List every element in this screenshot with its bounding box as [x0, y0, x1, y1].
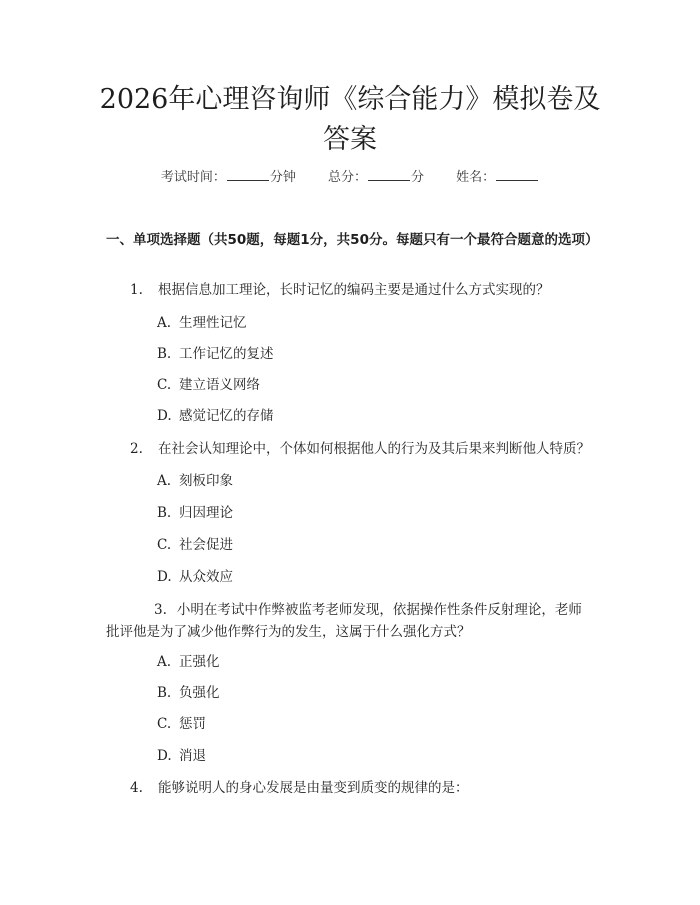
option-letter: A.	[157, 315, 172, 331]
question-3	[106, 599, 594, 643]
question-number: 1.	[130, 282, 143, 298]
option-text: 惩罚	[179, 716, 206, 732]
option-letter: B.	[157, 685, 172, 701]
exam-time-label: 考试时间：	[160, 170, 226, 185]
option-letter: D.	[157, 408, 172, 424]
option-text: 正强化	[179, 654, 220, 670]
question-2-option-b	[157, 502, 233, 524]
page-title: 2026年心理咨询师《综合能力》模拟卷及答案	[99, 84, 601, 155]
option-letter: B.	[157, 346, 172, 362]
question-4	[106, 777, 594, 799]
total-score-blank	[368, 168, 410, 181]
option-text: 刻板印象	[179, 473, 233, 489]
option-text: 消退	[179, 748, 206, 764]
exam-time	[161, 168, 296, 188]
question-1-option-d	[157, 405, 274, 427]
option-letter: C.	[157, 537, 172, 553]
question-3-option-d	[157, 745, 206, 767]
question-1-option-b	[157, 343, 274, 365]
exam-time-unit: 分钟	[269, 170, 296, 185]
option-text: 社会促进	[179, 537, 233, 553]
option-text: 从众效应	[179, 569, 233, 585]
question-2-option-d	[157, 566, 233, 588]
question-1-option-a	[157, 312, 247, 334]
question-3-option-a	[157, 651, 220, 673]
question-3-option-c	[157, 713, 206, 735]
question-1	[106, 279, 594, 301]
option-letter: A.	[157, 473, 172, 489]
question-2	[106, 438, 594, 460]
question-1-option-c	[157, 374, 260, 396]
option-letter: C.	[157, 716, 172, 732]
option-text: 生理性记忆	[179, 315, 247, 331]
question-number: 2.	[130, 441, 143, 457]
option-letter: D.	[157, 569, 172, 585]
total-score	[328, 168, 424, 188]
section-heading: 一、单项选择题（共50题，每题1分，共50分。每题只有一个最符合题意的选项）	[106, 232, 599, 248]
student-name	[456, 168, 539, 188]
option-letter: A.	[157, 654, 172, 670]
exam-info	[0, 168, 700, 188]
total-score-label: 总分：	[327, 170, 367, 185]
option-text: 归因理论	[179, 505, 233, 521]
question-text: 小明在考试中作弊被监考老师发现，依据操作性条件反射理论，老师批评他是为了减少他作弊行为的发生，这属于什么强化方式？	[106, 602, 582, 640]
option-letter: C.	[157, 377, 172, 393]
option-text: 感觉记忆的存储	[179, 408, 274, 424]
option-text: 负强化	[179, 685, 220, 701]
question-number: 3.	[154, 602, 167, 618]
question-3-option-b	[157, 682, 220, 704]
student-name-blank	[496, 168, 538, 181]
student-name-label: 姓名：	[456, 170, 496, 185]
question-2-option-c	[157, 534, 233, 556]
option-letter: B.	[157, 505, 172, 521]
exam-time-blank	[227, 168, 269, 181]
total-score-unit: 分	[411, 170, 425, 185]
question-number: 4.	[130, 780, 143, 796]
question-text: 在社会认知理论中，个体如何根据他人的行为及其后果来判断他人特质？	[158, 441, 590, 457]
question-text: 根据信息加工理论，长时记忆的编码主要是通过什么方式实现的？	[158, 282, 550, 298]
option-text: 建立语义网络	[179, 377, 260, 393]
question-2-option-a	[157, 470, 233, 492]
option-text: 工作记忆的复述	[179, 346, 274, 362]
option-letter: D.	[157, 748, 172, 764]
question-text: 能够说明人的身心发展是由量变到质变的规律的是：	[158, 780, 469, 796]
